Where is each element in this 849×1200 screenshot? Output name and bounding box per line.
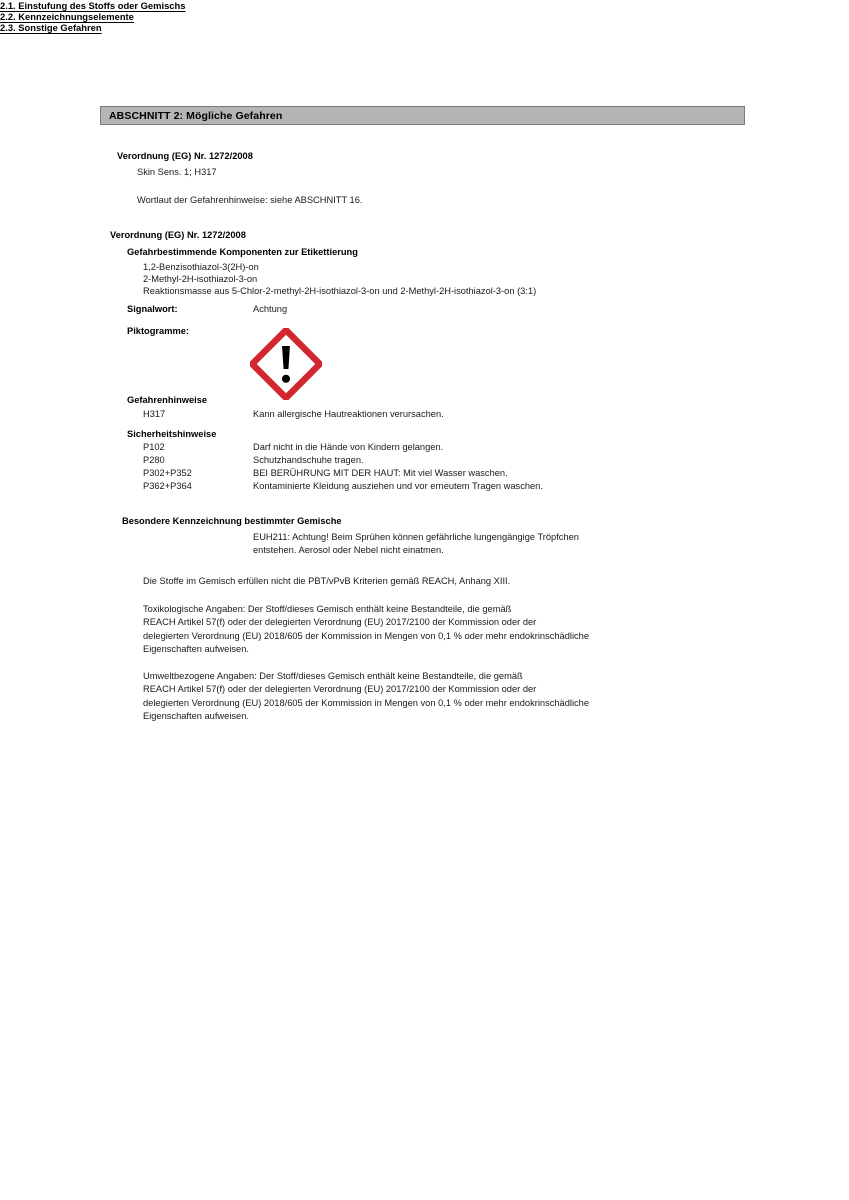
toxicological-paragraph <box>143 603 589 656</box>
precautionary-statement-code: P102 <box>143 442 165 452</box>
component-item: 2-Methyl-2H-isothiazol-3-on <box>143 274 258 284</box>
components-heading: Gefahrbestimmende Komponenten zur Etikettierung <box>127 247 358 257</box>
signal-word-label: Signalwort: <box>127 304 178 314</box>
signal-word-value: Achtung <box>253 304 288 314</box>
precautionary-statement-row <box>143 467 508 480</box>
toxicological-line: Toxikologische Angaben: Der Stoff/dieses Gemisch enthält keine Bestandteile, die gemäß <box>143 604 512 614</box>
subsection-2-2-regulation: Verordnung (EG) Nr. 1272/2008 <box>110 230 246 240</box>
precautionary-statement-text: BEI BERÜHRUNG MIT DER HAUT: Mit viel Wasser waschen. <box>253 468 508 478</box>
ghs07-exclamation-mark-icon <box>250 328 322 400</box>
hazard-statement-code: H317 <box>143 409 166 419</box>
environmental-paragraph <box>143 670 589 723</box>
precautionary-statement-row <box>143 441 443 454</box>
precautionary-statement-text: Kontaminierte Kleidung ausziehen und vor erneutem Tragen waschen. <box>253 481 543 491</box>
hazard-statements-heading: Gefahrenhinweise <box>127 395 208 405</box>
precautionary-statement-text: Darf nicht in die Hände von Kindern gelangen. <box>253 442 444 452</box>
pictograms-label: Piktogramme: <box>127 326 189 336</box>
hazard-statement-text: Kann allergische Hautreaktionen verursachen. <box>253 409 444 419</box>
subsection-2-1-classification: Skin Sens. 1; H317 <box>137 167 217 177</box>
precautionary-statement-row <box>143 480 543 493</box>
toxicological-line: delegierten Verordnung (EU) 2018/605 der Kommission in Mengen von 0,1 % oder mehr endokrinschädliche <box>143 630 589 641</box>
component-item: 1,2-Benzisothiazol-3(2H)-on <box>143 262 259 272</box>
environmental-line: REACH Artikel 57(f) oder der delegierten Verordnung (EU) 2017/2100 der Kommission oder der <box>143 684 537 695</box>
toxicological-line: Eigenschaften aufweisen. <box>143 643 249 654</box>
special-labelling-heading: Besondere Kennzeichnung bestimmter Gemische <box>122 516 342 526</box>
toxicological-line: REACH Artikel 57(f) oder der delegierten Verordnung (EU) 2017/2100 der Kommission oder der <box>143 617 537 628</box>
component-item: Reaktionsmasse aus 5-Chlor-2-methyl-2H-isothiazol-3-on und 2-Methyl-2H-isothiazol-3-on (3:1) <box>143 286 537 296</box>
environmental-line: Eigenschaften aufweisen. <box>143 710 249 721</box>
special-labelling-line: entstehen. Aerosol oder Nebel nicht einatmen. <box>253 545 444 555</box>
special-labelling-line: EUH211: Achtung! Beim Sprühen können gefährliche lungengängige Tröpfchen <box>253 532 579 542</box>
environmental-line: delegierten Verordnung (EU) 2018/605 der Kommission in Mengen von 0,1 % oder mehr endokrinschädliche <box>143 697 589 708</box>
precautionary-statements-heading: Sicherheitshinweise <box>127 429 217 439</box>
subsection-2-1-heading: 2.1. Einstufung des Stoffs oder Gemischs <box>0 0 186 11</box>
precautionary-statement-text: Schutzhandschuhe tragen. <box>253 455 364 465</box>
pbt-statement: Die Stoffe im Gemisch erfüllen nicht die PBT/vPvB Kriterien gemäß REACH, Anhang XIII. <box>143 576 511 586</box>
precautionary-statement-code: P280 <box>143 455 165 465</box>
precautionary-statement-row <box>143 454 364 467</box>
subsection-2-3-heading: 2.3. Sonstige Gefahren <box>0 22 102 33</box>
hazard-statement-row <box>143 408 444 421</box>
subsection-2-2-heading: 2.2. Kennzeichnungselemente <box>0 11 134 22</box>
section-header-title: ABSCHNITT 2: Mögliche Gefahren <box>109 109 283 122</box>
subsection-2-1-regulation: Verordnung (EG) Nr. 1272/2008 <box>117 151 253 161</box>
precautionary-statement-code: P302+P352 <box>143 468 192 478</box>
section-header-bar <box>100 106 745 125</box>
precautionary-statement-code: P362+P364 <box>143 481 192 491</box>
subsection-2-1-note: Wortlaut der Gefahrenhinweise: siehe ABSCHNITT 16. <box>137 195 363 205</box>
environmental-line: Umweltbezogene Angaben: Der Stoff/dieses Gemisch enthält keine Bestandteile, die gemäß <box>143 671 523 681</box>
